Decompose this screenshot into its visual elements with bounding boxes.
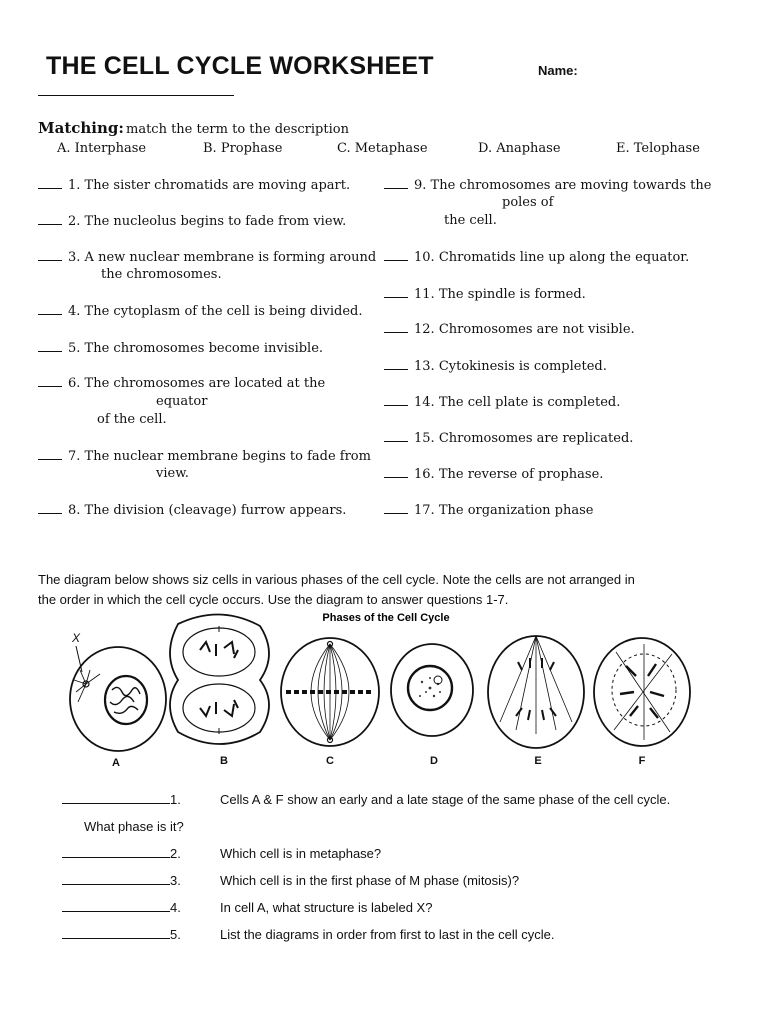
- answer-blank[interactable]: [384, 513, 408, 514]
- question-number: 4.: [170, 900, 181, 915]
- matching-item-17: [384, 502, 593, 520]
- cell-label-b: B: [220, 755, 228, 767]
- item-number: 13.: [414, 359, 435, 374]
- matching-item-6: [38, 375, 325, 393]
- answer-blank[interactable]: [38, 260, 62, 261]
- item-text: The organization phase: [438, 503, 594, 518]
- item-text: The division (cleavage) furrow appears.: [84, 503, 347, 518]
- cell-label-f: F: [638, 755, 646, 767]
- question-number: 3.: [170, 873, 181, 888]
- question-text: Which cell is in metaphase?: [220, 846, 382, 861]
- matching-item-11: [384, 286, 586, 304]
- answer-blank[interactable]: [62, 938, 170, 939]
- item-number: 12.: [414, 322, 435, 337]
- item-text-continued: equator: [156, 394, 208, 409]
- item-text: The spindle is formed.: [438, 287, 586, 302]
- item-text-continued: of the cell.: [97, 412, 167, 427]
- matching-item-5: [38, 340, 323, 358]
- item-number: 3.: [68, 250, 81, 265]
- answer-blank[interactable]: [62, 803, 170, 804]
- item-text: The chromosomes become invisible.: [84, 341, 324, 356]
- matching-item-9: [384, 177, 711, 195]
- answer-blank[interactable]: [384, 188, 408, 189]
- item-number: 10.: [414, 250, 435, 265]
- answer-blank[interactable]: [62, 884, 170, 885]
- matching-heading: Matching:: [38, 119, 124, 137]
- item-number: 11.: [414, 287, 435, 302]
- answer-blank[interactable]: [384, 441, 408, 442]
- answer-blank[interactable]: [384, 477, 408, 478]
- answer-blank[interactable]: [384, 332, 408, 333]
- matching-item-12: [384, 321, 635, 339]
- matching-item-10: [384, 249, 689, 267]
- answer-blank[interactable]: [38, 459, 62, 460]
- item-number: 1.: [68, 178, 81, 193]
- item-text: A new nuclear membrane is forming around: [84, 250, 377, 265]
- item-text: The chromosomes are moving towards the: [430, 178, 712, 193]
- question-number: 1.: [170, 792, 181, 807]
- name-label: Name:: [538, 63, 578, 78]
- option-prophase: B. Prophase: [203, 141, 283, 156]
- option-telophase: E. Telophase: [616, 141, 700, 156]
- diagram-title: Phases of the Cell Cycle: [322, 612, 450, 624]
- page-title: THE CELL CYCLE WORKSHEET: [46, 52, 434, 80]
- matching-item-15: [384, 430, 633, 448]
- item-text-continued: view.: [156, 466, 189, 481]
- item-number: 17.: [414, 503, 435, 518]
- cell-d: [391, 644, 473, 736]
- cell-label-e: E: [534, 755, 542, 767]
- matching-item-8: [38, 502, 346, 520]
- item-text: The nucleolus begins to fade from view.: [84, 214, 347, 229]
- item-text: The chromosomes are located at the: [84, 376, 326, 391]
- cell-label-d: D: [430, 755, 438, 767]
- matching-item-16: [384, 466, 603, 484]
- item-text: The cytoplasm of the cell is being divided.: [84, 304, 363, 319]
- item-text: The nuclear membrane begins to fade from: [84, 449, 371, 464]
- answer-blank[interactable]: [38, 314, 62, 315]
- name-underline: [38, 95, 234, 96]
- diagram-intro: The diagram below shows siz cells in various phases of the cell cycle. Note the cells are not arranged in: [38, 572, 635, 587]
- answer-blank[interactable]: [38, 513, 62, 514]
- cell-label-c: C: [326, 755, 334, 767]
- option-interphase: A. Interphase: [57, 141, 147, 156]
- x-label: X: [72, 631, 81, 645]
- diagram-question-5: [62, 927, 181, 942]
- item-number: 9.: [414, 178, 427, 193]
- question-number: 5.: [170, 927, 181, 942]
- item-number: 8.: [68, 503, 81, 518]
- matching-item-13: [384, 358, 607, 376]
- item-text: Chromosomes are replicated.: [438, 431, 634, 446]
- answer-blank[interactable]: [62, 857, 170, 858]
- option-anaphase: D. Anaphase: [478, 141, 561, 156]
- item-text: The reverse of prophase.: [438, 467, 604, 482]
- cell-label-a: A: [112, 757, 120, 769]
- question-text: Cells A & F show an early and a late stage of the same phase of the cell cycle.: [220, 792, 671, 807]
- item-text-continued: the cell.: [444, 213, 497, 228]
- item-text: The sister chromatids are moving apart.: [84, 178, 351, 193]
- matching-item-3: [38, 249, 376, 267]
- cell-f: [594, 638, 690, 746]
- item-text-continued: poles of: [502, 195, 554, 210]
- item-text: Chromosomes are not visible.: [438, 322, 635, 337]
- cell-a: [70, 631, 166, 751]
- item-number: 7.: [68, 449, 81, 464]
- diagram-question-1: [62, 792, 181, 807]
- matching-item-7: [38, 448, 371, 466]
- item-number: 14.: [414, 395, 435, 410]
- item-number: 2.: [68, 214, 81, 229]
- matching-instruction: match the term to the description: [126, 122, 349, 137]
- diagram-question-2: [62, 846, 181, 861]
- answer-blank[interactable]: [384, 260, 408, 261]
- matching-item-2: [38, 213, 346, 231]
- question-text: List the diagrams in order from first to last in the cell cycle.: [220, 927, 555, 942]
- item-number: 5.: [68, 341, 81, 356]
- diagram-question-3: [62, 873, 181, 888]
- cell-c: [281, 638, 379, 746]
- option-metaphase: C. Metaphase: [337, 141, 428, 156]
- item-number: 6.: [68, 376, 81, 391]
- question-number: 2.: [170, 846, 181, 861]
- cell-cycle-diagram: [60, 604, 700, 774]
- question-text: In cell A, what structure is labeled X?: [220, 900, 433, 915]
- question-text-continued: What phase is it?: [84, 819, 184, 834]
- answer-blank[interactable]: [384, 369, 408, 370]
- item-number: 15.: [414, 431, 435, 446]
- item-text-continued: the chromosomes.: [101, 267, 222, 282]
- question-text: Which cell is in the first phase of M phase (mitosis)?: [220, 873, 520, 888]
- item-text: Cytokinesis is completed.: [438, 359, 607, 374]
- answer-blank[interactable]: [384, 405, 408, 406]
- answer-blank[interactable]: [38, 351, 62, 352]
- answer-blank[interactable]: [38, 188, 62, 189]
- answer-blank[interactable]: [62, 911, 170, 912]
- matching-item-4: [38, 303, 362, 321]
- item-text: Chromatids line up along the equator.: [438, 250, 690, 265]
- item-number: 4.: [68, 304, 81, 319]
- answer-blank[interactable]: [384, 297, 408, 298]
- cell-b: [170, 614, 269, 744]
- cell-e: [488, 636, 584, 748]
- matching-item-14: [384, 394, 620, 412]
- diagram-question-4: [62, 900, 181, 915]
- item-number: 16.: [414, 467, 435, 482]
- answer-blank[interactable]: [38, 386, 62, 387]
- matching-item-1: [38, 177, 350, 195]
- answer-blank[interactable]: [38, 224, 62, 225]
- diagram-intro-continued: the order in which the cell cycle occurs. Use the diagram to answer questions 1-7.: [38, 592, 509, 607]
- item-text: The cell plate is completed.: [438, 395, 621, 410]
